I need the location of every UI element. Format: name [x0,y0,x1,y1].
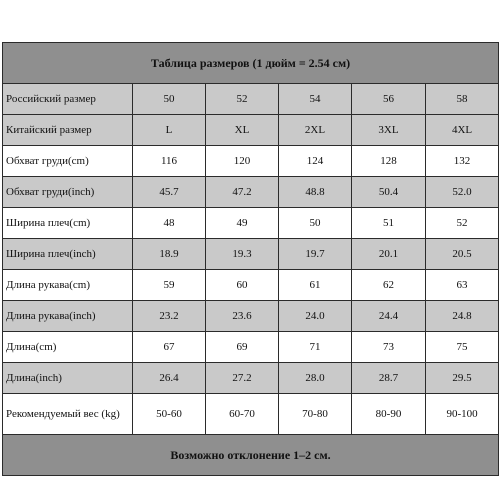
table-cell: 120 [206,146,279,177]
table-cell: 24.8 [426,301,499,332]
table-cell: 20.1 [352,239,426,270]
table-cell: 50 [133,84,206,115]
table-cell: 28.0 [279,363,352,394]
table-cell: 90-100 [426,394,499,435]
row-label: Длина рукава(inch) [3,301,133,332]
table-footer-row [3,435,499,476]
table-cell: 128 [352,146,426,177]
table-row [3,177,499,208]
table-row [3,301,499,332]
table-cell: L [133,115,206,146]
table-cell: 60-70 [206,394,279,435]
row-label: Российский размер [3,84,133,115]
table-cell: 62 [352,270,426,301]
table-row [3,115,499,146]
table-cell: 132 [426,146,499,177]
table-row [3,146,499,177]
table-row [3,270,499,301]
row-label: Длина(cm) [3,332,133,363]
table-title-row [3,43,499,84]
table-row [3,84,499,115]
table-row [3,363,499,394]
table-cell: 26.4 [133,363,206,394]
table-cell: 27.2 [206,363,279,394]
table-cell: 24.4 [352,301,426,332]
table-cell: 50-60 [133,394,206,435]
table-cell: 59 [133,270,206,301]
table-cell: 50 [279,208,352,239]
table-cell: 54 [279,84,352,115]
table-cell: 56 [352,84,426,115]
table-cell: 49 [206,208,279,239]
row-label: Рекомендуемый вес (kg) [3,394,133,435]
size-table-container [2,42,498,476]
table-cell: 71 [279,332,352,363]
row-label: Ширина плеч(inch) [3,239,133,270]
table-row [3,394,499,435]
table-cell: 19.3 [206,239,279,270]
table-cell: 80-90 [352,394,426,435]
table-cell: 2XL [279,115,352,146]
table-cell: 70-80 [279,394,352,435]
table-cell: 20.5 [426,239,499,270]
row-label: Обхват груди(inch) [3,177,133,208]
table-cell: 18.9 [133,239,206,270]
row-label: Обхват груди(cm) [3,146,133,177]
table-cell: 50.4 [352,177,426,208]
row-label: Длина рукава(cm) [3,270,133,301]
table-footer-note: Возможно отклонение 1–2 см. [3,435,499,476]
table-cell: 4XL [426,115,499,146]
table-cell: 75 [426,332,499,363]
table-row [3,208,499,239]
table-cell: 73 [352,332,426,363]
table-cell: 24.0 [279,301,352,332]
table-cell: 23.6 [206,301,279,332]
table-cell: 48.8 [279,177,352,208]
row-label: Длина(inch) [3,363,133,394]
table-row [3,239,499,270]
table-cell: 19.7 [279,239,352,270]
table-cell: 23.2 [133,301,206,332]
table-cell: 116 [133,146,206,177]
table-cell: 124 [279,146,352,177]
table-cell: XL [206,115,279,146]
table-cell: 3XL [352,115,426,146]
row-label: Ширина плеч(cm) [3,208,133,239]
table-cell: 52 [426,208,499,239]
table-cell: 47.2 [206,177,279,208]
table-cell: 28.7 [352,363,426,394]
table-cell: 67 [133,332,206,363]
row-label: Китайский размер [3,115,133,146]
table-cell: 61 [279,270,352,301]
table-cell: 45.7 [133,177,206,208]
table-cell: 48 [133,208,206,239]
table-cell: 69 [206,332,279,363]
table-row [3,332,499,363]
table-cell: 58 [426,84,499,115]
table-title: Таблица размеров (1 дюйм = 2.54 см) [3,43,499,84]
table-cell: 63 [426,270,499,301]
table-cell: 52 [206,84,279,115]
table-cell: 51 [352,208,426,239]
table-cell: 52.0 [426,177,499,208]
table-cell: 29.5 [426,363,499,394]
table-cell: 60 [206,270,279,301]
size-table [2,42,499,476]
